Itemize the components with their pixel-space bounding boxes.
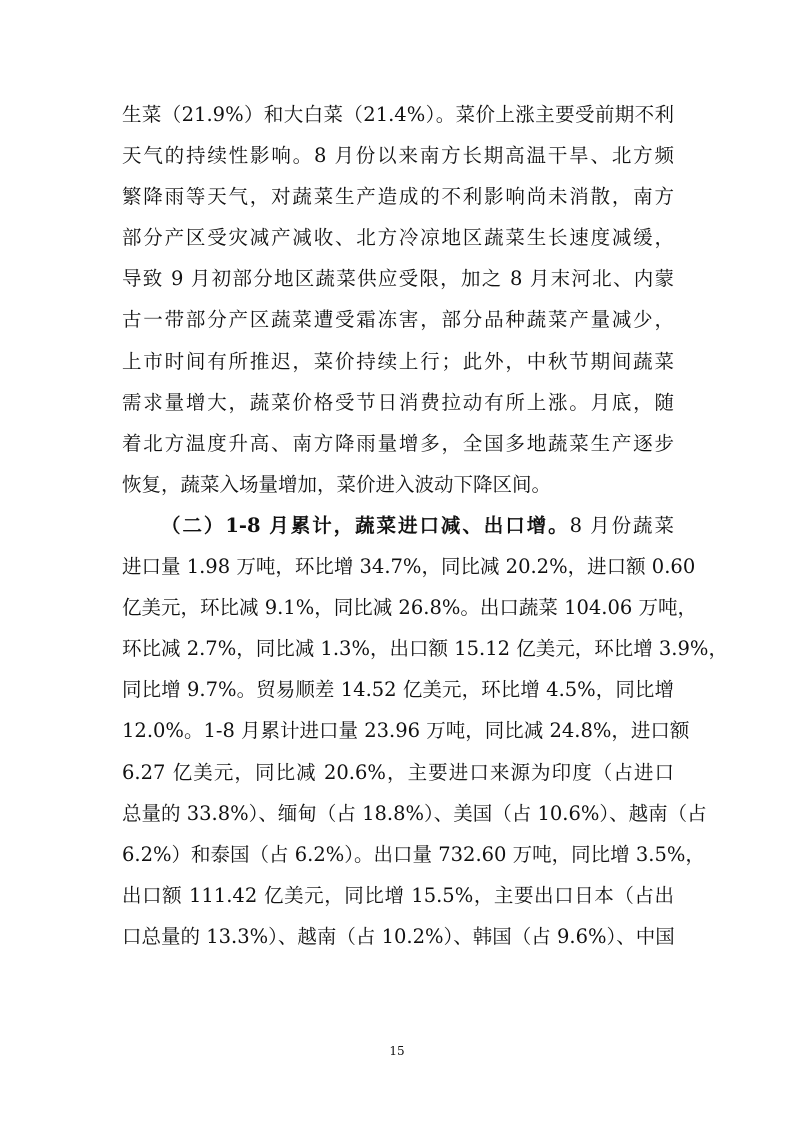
paragraph-1-line: 导致 9 月初部分地区蔬菜供应受限，加之 8 月末河北、内蒙 [122, 267, 674, 291]
paragraph-1-line: 部分产区受灾减产减收、北方冷凉地区蔬菜生长速度减缓， [122, 226, 674, 250]
paragraph-2-line: 同比增 9.7%。贸易顺差 14.52 亿美元，环比增 4.5%，同比增 [122, 678, 674, 702]
paragraph-1-line: 恢复，蔬菜入场量增加，菜价进入波动下降区间。 [122, 472, 552, 496]
section-heading: （二）1-8 月累计，蔬菜进口减、出口增。 [161, 513, 570, 537]
paragraph-1-line: 生菜（21.9%）和大白菜（21.4%）。菜价上涨主要受前期不利 [122, 103, 674, 126]
paragraph-1-line: 古一带部分产区蔬菜遭受霜冻害，部分品种蔬菜产量减少， [122, 308, 674, 332]
paragraph-2-first-line [122, 505, 674, 546]
paragraph-2-line: 6.2%）和泰国（占 6.2%）。出口量 732.60 万吨，同比增 3.5%， [122, 842, 705, 866]
paragraph-2-line: 亿美元，环比减 9.1%，同比减 26.8%。出口蔬菜 104.06 万吨， [122, 596, 698, 620]
body-text [122, 94, 728, 957]
paragraph-2-first-line-text: 8 月份蔬菜 [569, 513, 674, 537]
paragraph-2-line: 总量的 33.8%）、缅甸（占 18.8%）、美国（占 10.6%）、越南（占 [122, 801, 707, 825]
paragraph-2-line: 出口额 111.42 亿美元，同比增 15.5%，主要出口日本（占出 [122, 883, 674, 907]
paragraph-1-line: 需求量增大，蔬菜价格受节日消费拉动有所上涨。月底，随 [122, 390, 674, 414]
paragraph-2-line: 口总量的 13.3%）、越南（占 10.2%）、韩国（占 9.6%）、中国 [122, 924, 675, 948]
paragraph-1-line: 天气的持续性影响。8 月份以来南方长期高温干旱、北方频 [122, 144, 674, 168]
paragraph-1-line: 繁降雨等天气，对蔬菜生产造成的不利影响尚未消散，南方 [122, 185, 674, 209]
paragraph-2-line: 12.0%。1-8 月累计进口量 23.96 万吨，同比减 24.8%，进口额 [122, 719, 690, 743]
paragraph-1-line: 上市时间有所推迟，菜价持续上行；此外，中秋节期间蔬菜 [122, 349, 674, 373]
paragraph-2-line: 进口量 1.98 万吨，环比增 34.7%，同比减 20.2%，进口额 0.60 [122, 555, 696, 579]
paragraph-2-line: 6.27 亿美元，同比减 20.6%，主要进口来源为印度（占进口 [122, 760, 674, 784]
page-number: 15 [389, 1044, 405, 1058]
paragraph-2-line: 环比减 2.7%，同比减 1.3%，出口额 15.12 亿美元，环比增 3.9%， [122, 637, 728, 661]
paragraph-1-line: 着北方温度升高、南方降雨量增多，全国多地蔬菜生产逐步 [122, 431, 674, 455]
